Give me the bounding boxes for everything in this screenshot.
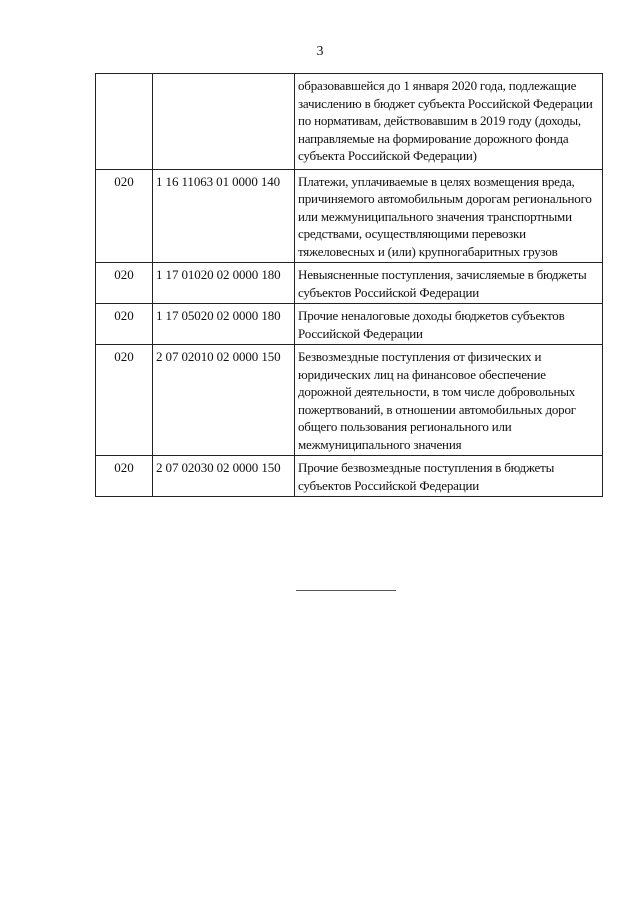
admin-code-cell: 020 <box>96 456 153 497</box>
table-row <box>96 74 603 170</box>
budget-code-cell <box>153 74 295 170</box>
budget-code-cell: 1 16 11063 01 0000 140 <box>153 169 295 263</box>
budget-code-cell: 1 17 05020 02 0000 180 <box>153 304 295 345</box>
revenue-name-cell: Невыясненные поступления, зачисляемые в бюджеты субъектов Российской Федерации <box>295 263 603 304</box>
budget-code-cell: 2 07 02030 02 0000 150 <box>153 456 295 497</box>
revenue-name-cell: Платежи, уплачиваемые в целях возмещения вреда, причиняемого автомобильным дорогам регионального или межмуниципального значения транспортными средствами, осуществляющими перевозки тяжеловесных и (или) крупногабаритных грузов <box>295 169 603 263</box>
document-end-divider <box>296 590 396 591</box>
admin-code-cell: 020 <box>96 169 153 263</box>
admin-code-cell <box>96 74 153 170</box>
table-row <box>96 345 603 456</box>
admin-code-cell: 020 <box>96 263 153 304</box>
budget-code-cell: 1 17 01020 02 0000 180 <box>153 263 295 304</box>
page-number: 3 <box>316 44 324 59</box>
revenue-name-cell: Прочие безвозмездные поступления в бюджеты субъектов Российской Федерации <box>295 456 603 497</box>
table-row <box>96 304 603 345</box>
admin-code-cell: 020 <box>96 304 153 345</box>
table-row <box>96 263 603 304</box>
table-row <box>96 456 603 497</box>
revenue-name-cell: образовавшейся до 1 января 2020 года, подлежащие зачислению в бюджет субъекта Российской Федерации по нормативам, действовавшим в 2019 году (доходы, направляемые на формирование дорожного фонда субъекта Российской Федерации) <box>295 74 603 170</box>
table-row <box>96 169 603 263</box>
revenue-name-cell: Безвозмездные поступления от физических и юридических лиц на финансовое обеспечение дорожной деятельности, в том числе добровольных пожертвований, в отношении автомобильных дорог общего пользования регионального или межмуниципального значения <box>295 345 603 456</box>
revenue-codes-table <box>95 73 603 497</box>
revenue-name-cell: Прочие неналоговые доходы бюджетов субъектов Российской Федерации <box>295 304 603 345</box>
budget-code-cell: 2 07 02010 02 0000 150 <box>153 345 295 456</box>
admin-code-cell: 020 <box>96 345 153 456</box>
